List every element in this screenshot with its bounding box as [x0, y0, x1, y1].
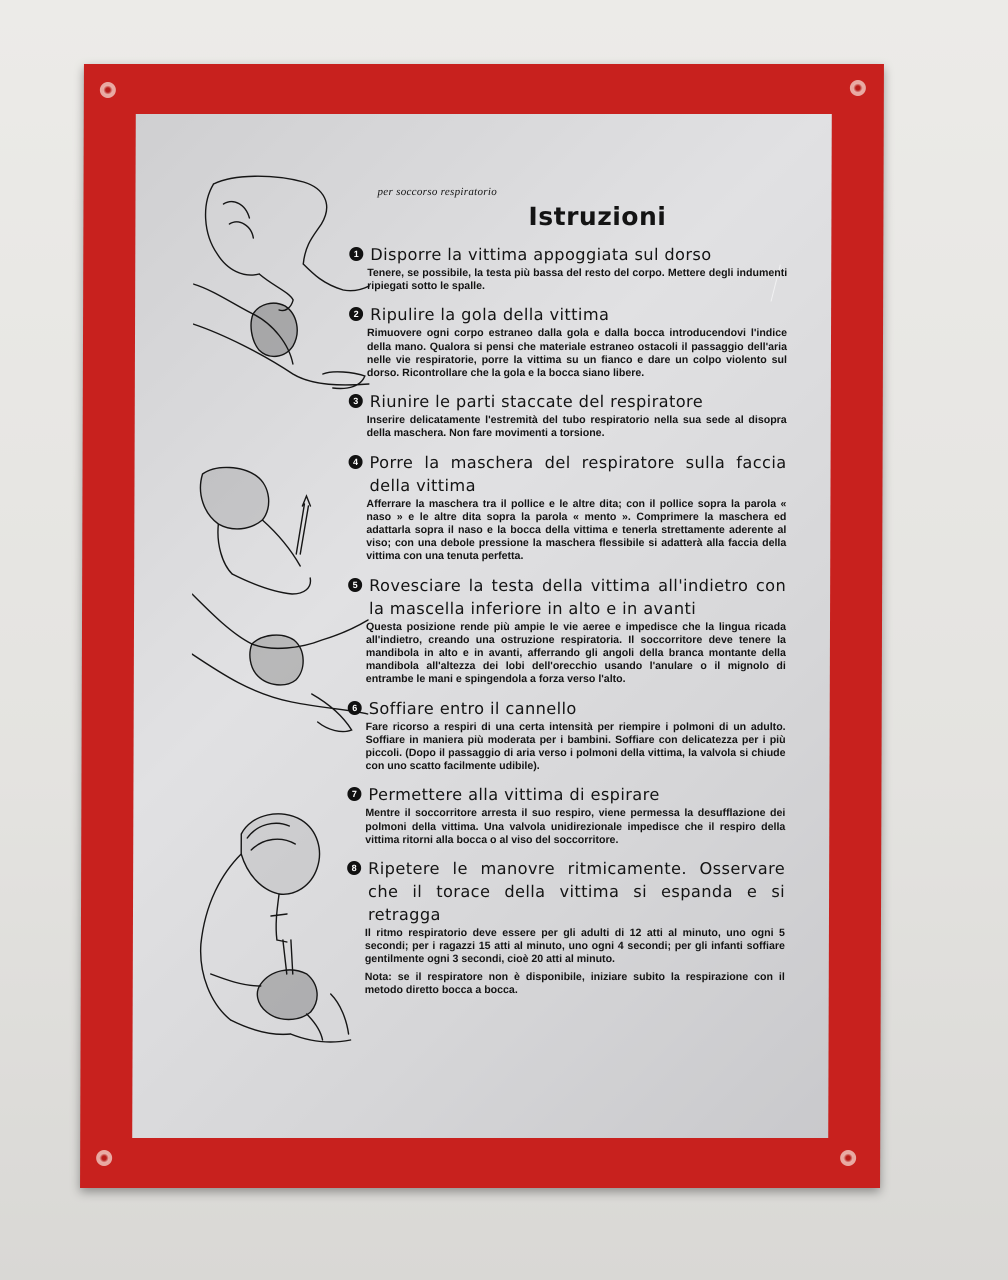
step-header: [351, 857, 786, 926]
step-number-badge: 5: [348, 578, 362, 592]
step-body: Il ritmo respiratorio deve essere per gli adulti di 12 atti al minuto, uno ogni 5 secondi; per i ragazzi 15 atti al minuto, uno ogni 4 secondi; per gli infanti soffiare gentilmente ogni 3 secondi, cioè 20 atti al minuto.: [364, 927, 785, 966]
mounting-hole-bottom-right: [840, 1150, 856, 1166]
instruction-step: [352, 697, 786, 774]
step-body: Afferrare la maschera tra il pollice e le altre dita; con il pollice sopra la parola « naso » e le altre dita sopra la parola « mento ». Comprimere la maschera ed adattarla sopra il naso e la bocca della vittima e tenerla strettamente aderente al viso; con una debole pressione la maschera flessibile si adatterà alla faccia della vittima con una tenuta perfetta.: [366, 497, 787, 563]
step-number-badge: 6: [348, 701, 362, 715]
step-header: [353, 451, 787, 497]
sign-subtitle: per soccorso respiratorio: [377, 186, 498, 198]
step-heading: Riunire le parti staccate del respiratore: [369, 392, 704, 412]
steps-list: [351, 243, 788, 997]
step-heading: Permettere alla vittima di espirare: [368, 785, 660, 805]
step-body: Questa posizione rende più ampie le vie aeree e impedisce che la lingua ricada all'indietro, creando una ostruzione respiratoria. Il soccorritore deve tenere la mandibola in alto e in avanti, afferrando gli angoli della branca montante della mandibola all'altezza dei lobi dell'orecchio usando l'anulare o il mignolo di entrambe le mani e spingendola a forza verso l'alto.: [365, 620, 787, 686]
step-heading: Ripetere le manovre ritmicamente. Osservare che il torace della vittima si espanda e si retragga: [367, 859, 786, 925]
mounting-hole-top-right: [850, 80, 866, 96]
step-heading: Ripulire la gola della vittima: [370, 305, 610, 325]
step-heading: Porre la maschera del respiratore sulla faccia della vittima: [369, 452, 787, 495]
step-number-badge: 2: [349, 307, 363, 321]
step-header: [351, 783, 785, 806]
instruction-step: [351, 857, 786, 997]
instruction-step: [352, 574, 787, 687]
step-header: [353, 243, 787, 266]
step-number-badge: 1: [349, 247, 363, 261]
instructions-text: [351, 186, 788, 1007]
instruction-step: [353, 451, 787, 564]
instruction-panel: [132, 114, 832, 1138]
instruction-step: [353, 243, 788, 293]
step-heading: Soffiare entro il cannello: [368, 698, 577, 718]
sign-title: Istruzioni: [528, 202, 667, 231]
mounting-hole-bottom-left: [96, 1150, 112, 1166]
step-body: Mentre il soccorritore arresta il suo respiro, viene permessa la desufflazione dei polmoni della vittima. Una valvola unidirezionale impedisce che il respiro della vittima ritorni alla bocca o al viso del soccorritore.: [365, 807, 786, 846]
step-body: Inserire delicatamente l'estremità del tubo respiratorio nella sua sede al disopra della maschera. Non fare movimenti a torsione.: [366, 414, 787, 440]
step-heading: Rovesciare la testa della vittima all'indietro con la mascella inferiore in alto e in avanti: [369, 575, 787, 618]
step-heading: Disporre la vittima appoggiata sul dorso: [370, 245, 712, 264]
step-number-badge: 4: [349, 455, 363, 469]
illustration-scene-place-mask: [192, 467, 369, 731]
mounting-hole-top-left: [100, 82, 116, 98]
sign-plate: [80, 64, 884, 1188]
step-body: Rimuovere ogni corpo estraneo dalla gola e dalla bocca introducendovi l'indice della mano. Qualora si pensi che materiale estraneo ostacoli il passaggio dell'aria nelle vie respiratorie, porre la vittima su un fianco e dare un colpo violento sul dorso. Ricontrollare che la gola e la bocca siano libere.: [366, 327, 788, 380]
instruction-step: [353, 303, 788, 380]
instruction-step: [351, 783, 786, 847]
step-number-badge: 8: [347, 861, 361, 875]
step-number-badge: 7: [347, 787, 361, 801]
step-body: Fare ricorso a respiri di una certa intensità per riempire i polmoni di un adulto. Soffiare in maniera più moderata per i bambini. Soffiare con delicatezza per i più piccoli. (Dopo il passaggio di aria verso i polmoni della vittima, la valvola si chiude con uno scatto facilmente udibile).: [365, 720, 786, 773]
step-header: [352, 574, 787, 620]
step-header: [352, 697, 786, 720]
step-body: Tenere, se possibile, la testa più bassa del resto del corpo. Mettere degli indumenti ripiegati sotto le spalle.: [367, 267, 788, 293]
step-number-badge: 3: [349, 394, 363, 408]
illustration-scene-clear-airway: [193, 176, 370, 388]
illustration-scene-blow: [200, 814, 351, 1042]
resuscitation-illustration: [191, 174, 374, 1044]
instruction-step: [353, 390, 787, 440]
step-header: [353, 390, 787, 413]
step-header: [353, 303, 787, 326]
step-note: Nota: se il respiratore non è disponibile, iniziare subito la respirazione con il metodo diretto bocca a bocca.: [364, 970, 785, 996]
